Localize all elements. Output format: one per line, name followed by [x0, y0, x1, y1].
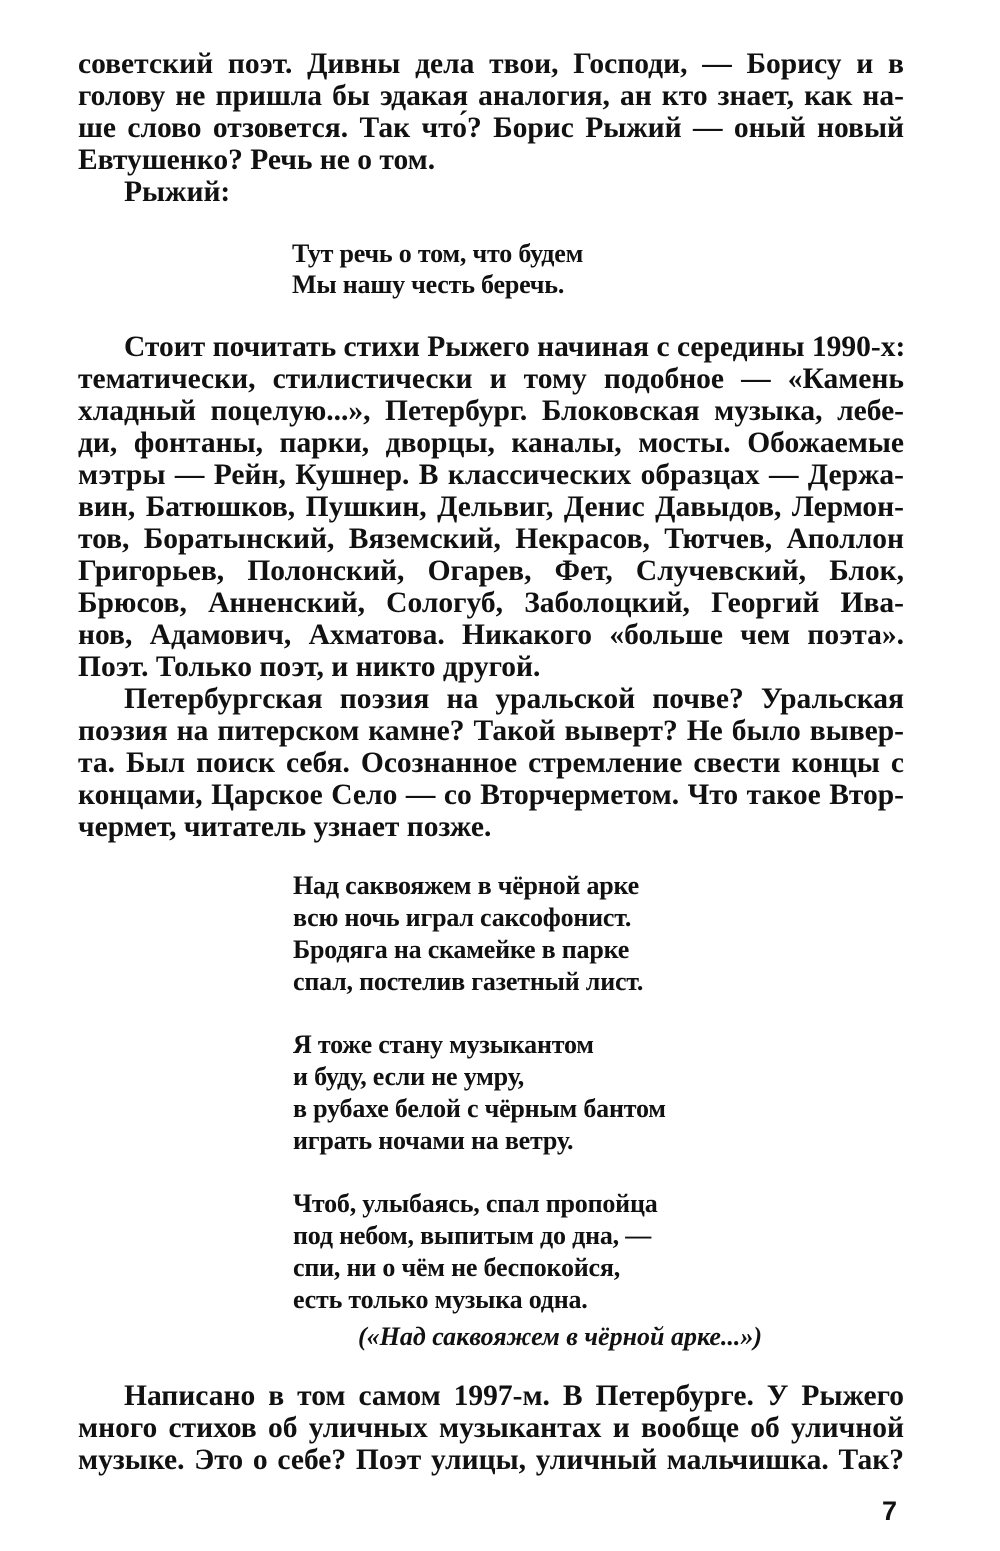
text-line: тематически, стилистически и тому подобное — «Камень [78, 363, 904, 395]
text-line: Евтушенко? Речь не о том. [78, 144, 436, 176]
text-line: нов, Адамович, Ахматова. Никакого «больше чем поэта». [78, 619, 904, 651]
text-line: музыке. Это о себе? Поэт улицы, уличный мальчишка. Так? [78, 1444, 904, 1476]
text-line: мэтры — Рейн, Кушнер. В классических образцах — Держа- [78, 459, 904, 491]
page-number: 7 [882, 1496, 898, 1526]
text-line: Брюсов, Анненский, Сологуб, Заболоцкий, Георгий Ива- [78, 587, 904, 619]
text-line: Поэт. Только поэт, и никто другой. [78, 651, 541, 683]
poem-line: есть только музыка одна. [293, 1285, 588, 1314]
text-line: голову не пришла бы эдакая аналогия, ан кто знает, как на- [78, 80, 904, 112]
poem-source: («Над саквояжем в чёрной арке...») [358, 1322, 763, 1351]
speaker-label: Рыжий: [124, 176, 231, 208]
quote-line: Мы нашу честь беречь. [292, 270, 565, 299]
poem-line: Бродяга на скамейке в парке [293, 935, 630, 964]
text-line: Стоит почитать стихи Рыжего начиная с середины 1990-х: [124, 331, 906, 363]
text-line: чермет, читатель узнает позже. [78, 811, 492, 843]
text-line: концами, Царское Село — со Вторчерметом. Что такое Втор- [78, 779, 904, 811]
text-line: много стихов об уличных музыкантах и вообще об уличной [78, 1412, 904, 1444]
poem-line: играть ночами на ветру. [293, 1126, 574, 1155]
text-line: ди, фонтаны, парки, дворцы, каналы, мосты. Обожаемые [78, 427, 904, 459]
text-line: ше слово отзовется. Так что́? Борис Рыжий — оный новый [78, 112, 904, 144]
poem-line: Чтоб, улыбаясь, спал пропойца [293, 1189, 658, 1218]
poem-line: спал, постелив газетный лист. [293, 967, 644, 996]
text-line: та. Был поиск себя. Осознанное стремление свести концы с [78, 747, 904, 779]
poem-line: спи, ни о чём не беспокойся, [293, 1253, 621, 1282]
text-line: советский поэт. Дивны дела твои, Господи, — Борису и в [78, 48, 904, 80]
poem-line: Я тоже стану музыкантом [293, 1030, 594, 1059]
poem-line: всю ночь играл саксофонист. [293, 903, 632, 932]
quote-line: Тут речь о том, что будем [292, 239, 584, 268]
poem-line: и буду, если не умру, [293, 1062, 525, 1091]
poem-line: под небом, выпитым до дна, — [293, 1221, 652, 1250]
text-line: поэзия на питерском камне? Такой выверт? Не было вывер- [78, 715, 904, 747]
text-line: Петербургская поэзия на уральской почве? Уральская [124, 683, 904, 715]
poem-line: Над саквояжем в чёрной арке [293, 871, 640, 900]
text-line: Григорьев, Полонский, Огарев, Фет, Случевский, Блок, [78, 555, 904, 587]
text-line: хладный поцелую...», Петербург. Блоковская музыка, лебе- [78, 395, 904, 427]
text-line: Написано в том самом 1997-м. В Петербурге. У Рыжего [124, 1380, 904, 1412]
text-line: вин, Батюшков, Пушкин, Дельвиг, Денис Давыдов, Лермон- [78, 491, 904, 523]
text-line: тов, Боратынский, Вяземский, Некрасов, Тютчев, Аполлон [78, 523, 904, 555]
poem-line: в рубахе белой с чёрным бантом [293, 1094, 666, 1123]
